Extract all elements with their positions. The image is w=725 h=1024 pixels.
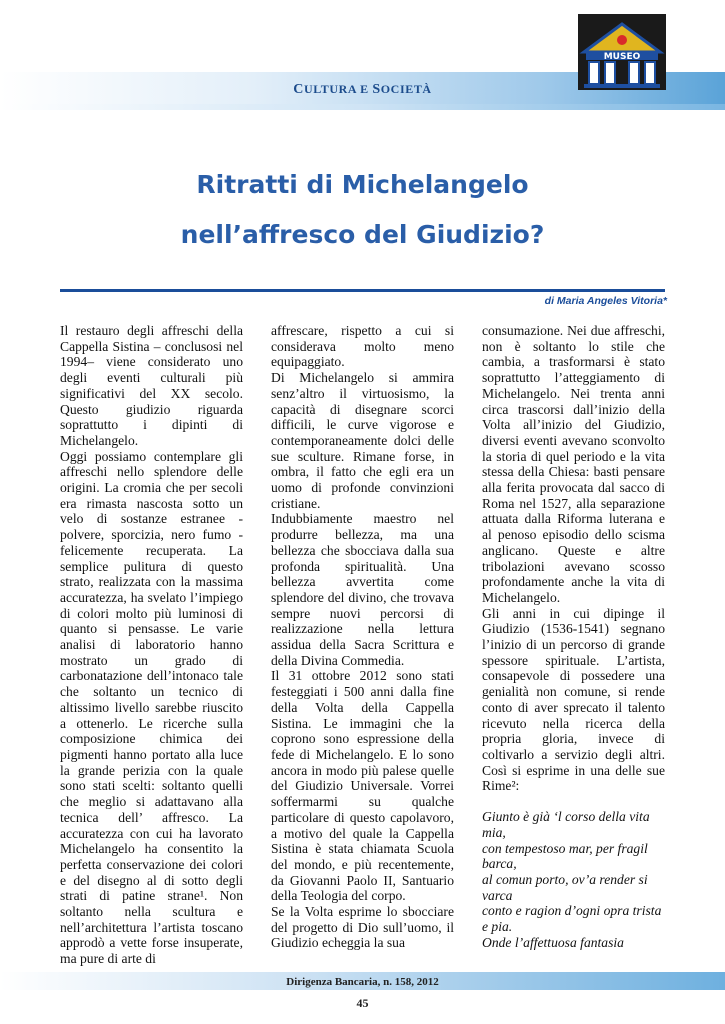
page-number: 45 (356, 996, 369, 1010)
title-rule (60, 289, 665, 292)
paragraph: Se la Volta esprime lo sbocciare del progetto di Dio sull’uomo, il Giudizio echeggia la sua (271, 904, 454, 951)
spacer (482, 794, 665, 809)
column-2 (271, 323, 454, 951)
article-author: di Maria Angeles Vitoria* (544, 295, 667, 307)
logo-text: MUSEO (603, 52, 641, 62)
paragraph: Oggi possiamo contemplare gli affreschi nello splendore delle origini. La cromia che per secoli era rimasta nascosta sotto un velo di sostanze estranee - polvere, sporcizia, nero fumo - felicemente recuperata. La semplice pulitura di questo strato, realizzata con la massima accuratezza, ha svelato l’impiego di colori molto più luminosi di quanto si pensasse. Le varie analisi di laboratorio hanno mostrato un grado di carbonatazione dell’intonaco tale che soltanto un tecnico di altissimo livello sarebbe riuscito a ottenerlo. Le ricerche sulla composizione chimica dei pigmenti hanno portato alla luce la grande perizia con la quale sono stati scelti: soltanto quelli che meglio si adattavano alla tecnica dell’ affresco. La accuratezza con cui ha lavorato Michelangelo ha consentito la perfetta conservazione dei colori e del disegno al di sotto degli strati di patine strane¹. Non soltanto nella scultura e nell’architettura l’artista toscano approdò a vette forse insuperate, ma pure di arte di (60, 448, 243, 967)
paragraph: Indubbiamente maestro nel produrre bellezza, ma una bellezza che sbocciava dalla sua profonda spiritualità. Una bellezza avvertita come splendore del divino, che trovava sempre nuovi percorsi di realizzazione nella lettura assidua della Sacra Scrittura e della Divina Commedia. (271, 511, 454, 668)
paragraph: Di Michelangelo si ammira senz’altro il virtuosismo, la capacità di disegnare scorci difficili, le curve vigorose e contemporaneamente dolci delle sue sculture. Rimane forse, in ombra, il fatto che egli era un uomo di profonde convinzioni cristiane. (271, 370, 454, 511)
poem-line: Onde l’affettuosa fantasia (482, 934, 624, 950)
paragraph: Gli anni in cui dipinge il Giudizio (1536-1541) segnano l’inizio di un percorso di grande spessore spirituale. L’artista, consapevole di possedere una genialità non comune, si rende conto di aver sprecato il talento ricevuto nella ricerca della propria gloria, invece di coltivarlo a servizio degli altri. Così si esprime in una delle sue Rime²: (482, 605, 665, 794)
paragraph: Il restauro degli affreschi della Cappella Sistina – conclusosi nel 1994– viene considerato uno degli eventi culturali più significativi del XX secolo. Questo giudizio riguarda soprattutto i dipinti di Michelangelo. (60, 323, 243, 448)
section-label: CULTURA E SOCIETÀ (293, 82, 432, 97)
poem-line: Giunto è già ‘l corso della vita mia, (482, 809, 650, 840)
poem-line: al comun porto, ov’a render si varca (482, 871, 648, 903)
article-title-line-2: nell’affresco del Giudizio? (180, 220, 545, 249)
article-title-line-1: Ritratti di Michelangelo (196, 170, 529, 199)
header-band-lower (0, 104, 725, 110)
column-1 (60, 323, 243, 967)
museum-logo-icon (576, 10, 668, 92)
poem-line: conto e ragion d’ogni opra trista e pia. (482, 903, 662, 935)
paragraph: affrescare, rispetto a cui si considerava molto meno equipaggiato. (271, 323, 454, 370)
journal-citation: Dirigenza Bancaria, n. 158, 2012 (286, 976, 439, 988)
poem-line: con tempestoso mar, per fragil barca, (482, 840, 648, 872)
paragraph: consumazione. Nei due affreschi, non è soltanto lo stile che cambia, a trasformarsi è stato soprattutto l’atteggiamento di Michelangelo. Nei trenta anni circa trascorsi dall’inizio della Volta all’inizio del Giudizio, diversi eventi avevano sconvolto la storia di quel periodo e la vita stessa della Chiesa: basti pensare alla ferita provocata dal sacco di Roma nel 1527, alla separazione attuata dalla Riforma luterana e al penoso episodio dello scisma anglicano. Queste e altre tribolazioni avevano scosso profondamente anche la vita di Michelangelo. (482, 323, 665, 605)
column-3 (482, 323, 665, 950)
paragraph: Il 31 ottobre 2012 sono stati festeggiati i 500 anni dalla fine della Volta della Cappella Sistina. Le immagini che la coprono sono espressione della fede di Michelangelo. E lo sono ancora in modo più palese quelle del Giudizio Universale. Vorrei soffermarmi su qualche particolare di questo capolavoro, a motivo del quale la Cappella Sistina è stata chiamata Scuola del mondo, e più recentemente, da Giovanni Paolo II, Santuario della Teologia del corpo. (271, 668, 454, 904)
